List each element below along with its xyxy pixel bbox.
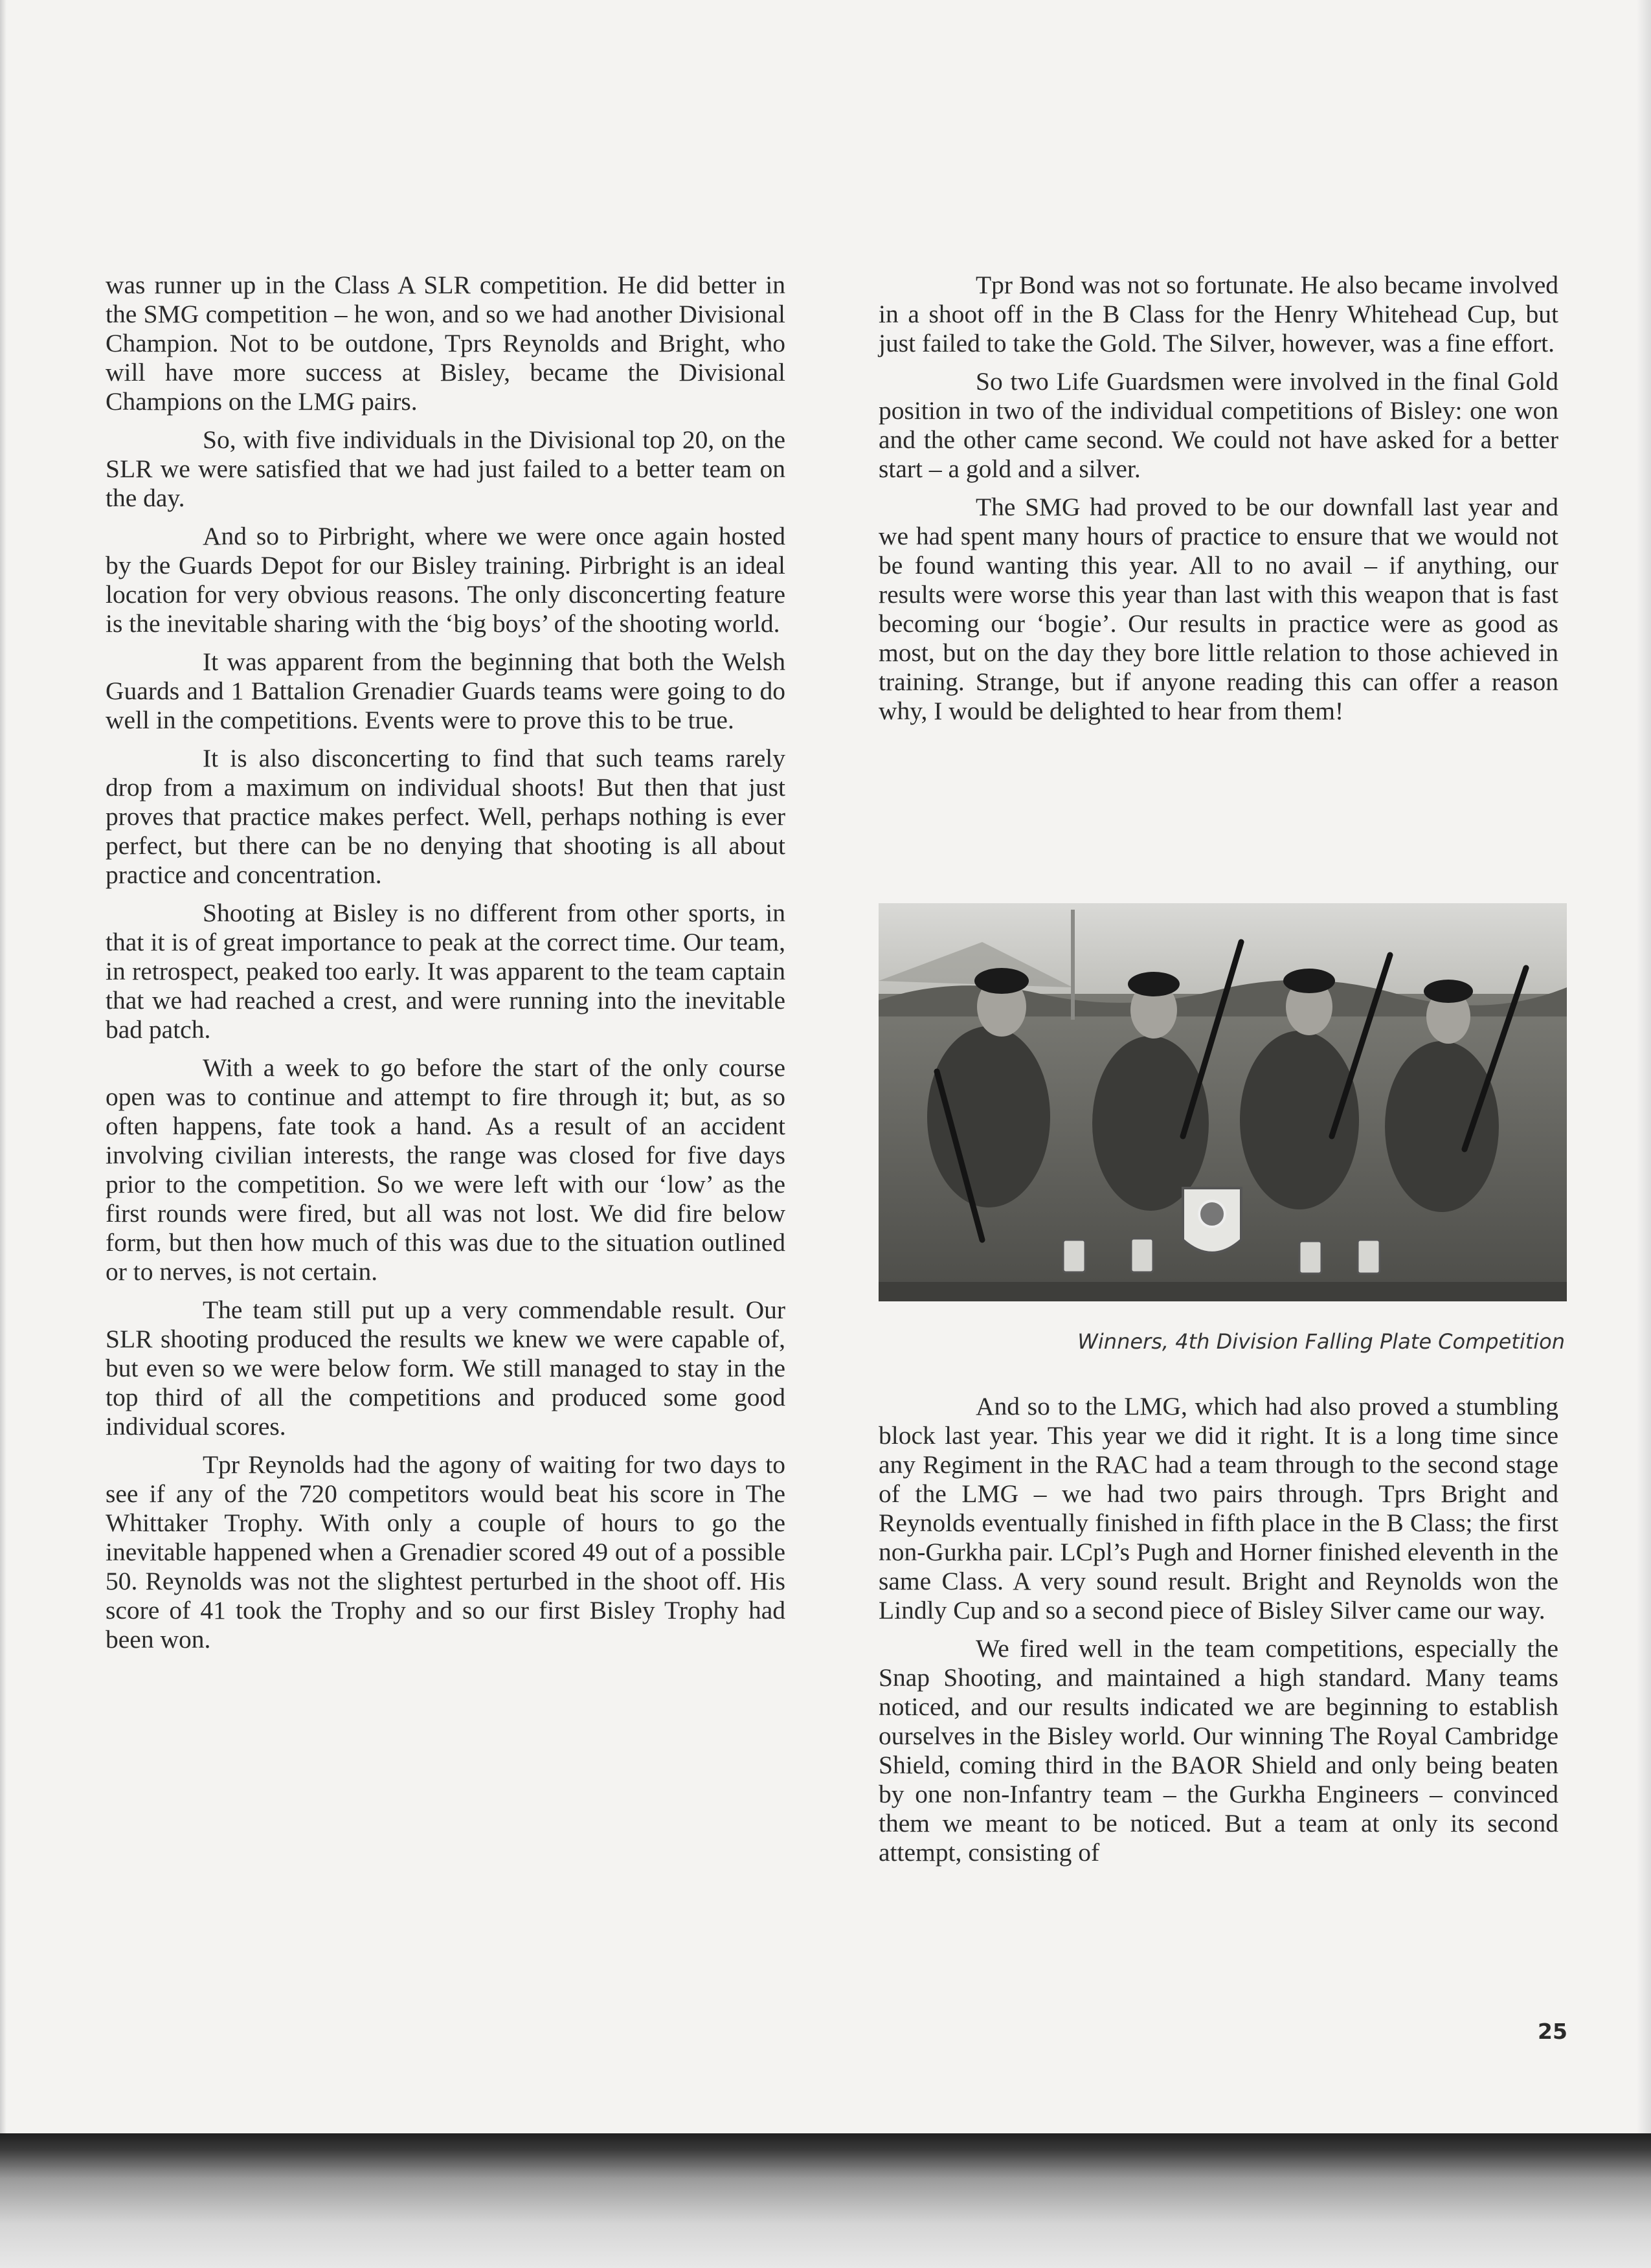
- page-number: 25: [1538, 2019, 1567, 2044]
- paragraph: We fired well in the team competitions, especially the Snap Shooting, and maintained a high standard. Many teams noticed, and our results indicated we are beginning to establish ourselves in the Bisley world. Our winning The Royal Cambridge Shield, coming third in the BAOR Shield and only being beaten by one non-Infantry team – the Gurkha Engineers – convinced them we meant to be noticed. But a team at only its second attempt, consisting of: [879, 1634, 1558, 1867]
- left-text-column: [106, 271, 785, 1663]
- right-text-column-bottom: [879, 1392, 1558, 1876]
- paragraph: was runner up in the Class A SLR competition. He did better in the SMG competition – he won, and so we had another Divisional Champion. Not to be outdone, Tprs Reynolds and Bright, who will have more success at Bisley, became the Divisional Champions on the LMG pairs.: [106, 271, 785, 416]
- scan-bottom-shadow: [0, 2133, 1651, 2268]
- paragraph: The team still put up a very commendable result. Our SLR shooting produced the results we knew we were capable of, but even so we were below form. We still managed to stay in the top third of all the competitions and produced some good individual scores.: [106, 1296, 785, 1441]
- paragraph: So, with five individuals in the Divisional top 20, on the SLR we were satisfied that we had just failed to a better team on the day.: [106, 425, 785, 512]
- paragraph: With a week to go before the start of the only course open was to continue and attempt to fire through it; but, as so often happens, fate took a hand. As a result of an accident involving civilian interests, the range was closed for five days prior to the competition. So we were left with our ‘low’ as the first rounds were fired, but all was not lost. We did fire below form, but then how much of this was due to the situation outlined or to nerves, is not certain.: [106, 1053, 785, 1286]
- paragraph: It was apparent from the beginning that both the Welsh Guards and 1 Battalion Grenadier Guards teams were going to do well in the competitions. Events were to prove this to be true.: [106, 647, 785, 734]
- page-right-edge: [1637, 0, 1651, 2268]
- paragraph: Shooting at Bisley is no different from other sports, in that it is of great importance to peak at the correct time. Our team, in retrospect, peaked too early. It was apparent to the team captain that we had reached a crest, and were running into the inevitable bad patch.: [106, 899, 785, 1044]
- paragraph: And so to Pirbright, where we were once again hosted by the Guards Depot for our Bisley training. Pirbright is an ideal location for very obvious reasons. The only disconcerting feature is the inevitable sharing with the ‘big boys’ of the shooting world.: [106, 522, 785, 638]
- photo-caption: Winners, 4th Division Falling Plate Competition: [1077, 1329, 1565, 1354]
- team-photo: [879, 903, 1567, 1301]
- paragraph: And so to the LMG, which had also proved a stumbling block last year. This year we did it right. It is a long time since any Regiment in the RAC had a team through to the second stage of the LMG – we had two pairs through. Tprs Bright and Reynolds eventually finished in fifth place in the B Class; the first non-Gurkha pair. LCpl’s Pugh and Horner finished eleventh in the same Class. A very sound result. Bright and Reynolds won the Lindly Cup and so a second piece of Bisley Silver came our way.: [879, 1392, 1558, 1624]
- paragraph: The SMG had proved to be our downfall last year and we had spent many hours of practice to ensure that we would not be found wanting this year. All to no avail – if anything, our results were worse this year than last with this weapon that is fast becoming our ‘bogie’. Our results in practice were as good as most, but on the day they bore little relation to those achieved in training. Strange, but if anyone reading this can offer a reason why, I would be delighted to hear from them!: [879, 493, 1558, 725]
- paragraph: Tpr Reynolds had the agony of waiting for two days to see if any of the 720 competitors would beat his score in The Whittaker Trophy. With only a couple of hours to go the inevitable happened when a Grenadier scored 49 out of a possible 50. Reynolds was not the slightest perturbed in the shoot off. His score of 41 took the Trophy and so our first Bisley Trophy had been won.: [106, 1450, 785, 1654]
- right-text-column-top: [879, 271, 1558, 735]
- paragraph: Tpr Bond was not so fortunate. He also became involved in a shoot off in the B Class for the Henry Whitehead Cup, but just failed to take the Gold. The Silver, however, was a fine effort.: [879, 271, 1558, 357]
- paragraph: So two Life Guardsmen were involved in the final Gold position in two of the individual competitions of Bisley: one won and the other came second. We could not have asked for a better start – a gold and a silver.: [879, 367, 1558, 483]
- paragraph: It is also disconcerting to find that such teams rarely drop from a maximum on individual shoots! But then that just proves that practice makes perfect. Well, perhaps nothing is ever perfect, but there can be no denying that shooting is all about practice and concentration.: [106, 744, 785, 889]
- page-binding-shadow: [0, 0, 6, 2268]
- team-photo-illustration: [879, 903, 1567, 1301]
